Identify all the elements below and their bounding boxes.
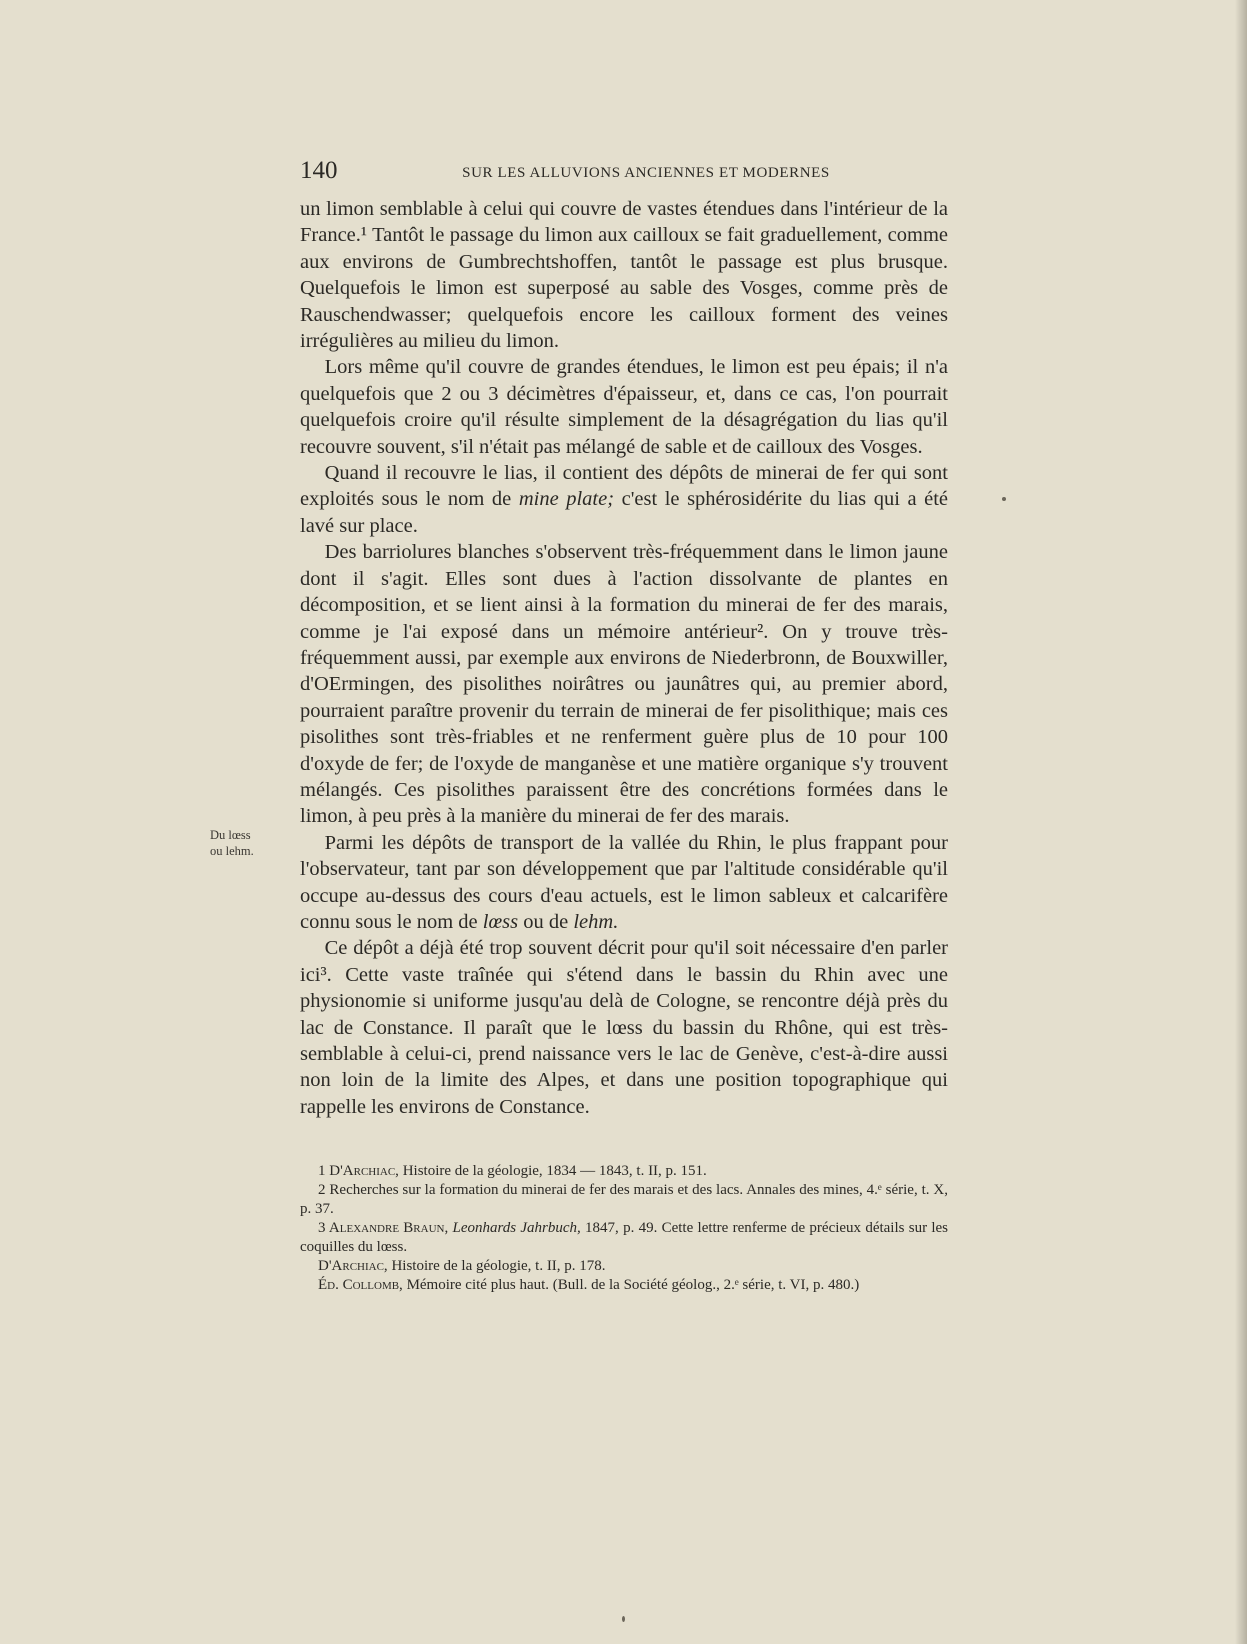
- paper-speck: [622, 1616, 625, 1622]
- paragraph-3-italic: mine plate;: [518, 488, 615, 511]
- footnote-5-text: Mémoire cité plus haut. (Bull. de la Société géolog., 2.ᵉ série, t. VI, p. 480.): [402, 1277, 860, 1293]
- paragraph-6: Ce dépôt a déjà été trop souvent décrit pour qu'il soit nécessaire d'en parler ici³. Cette vaste traînée qui s'étend dans le bassin du Rhin avec une physionomie si uniforme jusqu'au delà de Cologne, se rencontre déjà près du lac de Constance. Il paraît que le lœss du bassin du Rhône, qui est très-semblable à celui-ci, prend naissance vers le lac de Genève, c'est-à-dire aussi non loin de la limite des Alpes, et dans une position topographique qui rappelle les environs de Constance.: [300, 937, 948, 1118]
- paragraph-5-text-a: Parmi les dépôts de transport de la vallée du Rhin, le plus frappant pour l'observateur, tant par son développement que par l'altitude considérable qu'il occupe au-dessus des cours d'eau actuels, est le limon sableux et calcarifère connu sous le nom de: [300, 831, 948, 933]
- paragraph-5-text-b: ou de: [518, 910, 574, 933]
- paragraph-3: [300, 460, 948, 539]
- body-text: [300, 196, 948, 1120]
- page-edge-shadow: [1235, 0, 1247, 1644]
- footnote-2: 2 Recherches sur la formation du minerai de fer des marais et des lacs. Annales des mines, 4.ᵉ série, t. X, p. 37.: [300, 1182, 948, 1217]
- margin-note: [210, 827, 280, 859]
- footnote-4-text: Histoire de la géologie, t. II, p. 178.: [387, 1258, 606, 1274]
- paragraph-5: [300, 830, 948, 936]
- footnote-1-text: Histoire de la géologie, 1834 — 1843, t. II, p. 151.: [398, 1163, 707, 1179]
- margin-note-line-1: Du lœss: [210, 828, 251, 842]
- paragraph-3-text-b: c'est le sphérosidérite du lias qui a été lavé sur place.: [300, 488, 948, 537]
- footnote-1-author: 1 D'Archiac,: [318, 1163, 399, 1179]
- paragraph-1: un limon semblable à celui qui couvre de vastes étendues dans l'intérieur de la France.¹ Tantôt le passage du limon aux cailloux se fait graduellement, comme aux environs de Gumbrechtshoffen, tantôt le passage est plus brusque. Quelquefois le limon est superposé au sable des Vosges, comme près de Rauschendwasser; quelquefois encore les cailloux forment des veines irrégulières au milieu du limon.: [300, 198, 948, 353]
- paragraph-5-italic-2: lehm.: [573, 910, 619, 933]
- paragraph-3-text-a: Quand il recouvre le lias, il contient des dépôts de minerai de fer qui sont exploités sous le nom de: [300, 462, 948, 511]
- page-header: [300, 157, 950, 191]
- paragraph-2: Lors même qu'il couvre de grandes étendues, le limon est peu épais; il n'a quelquefois que 2 ou 3 décimètres d'épaisseur, et, dans ce cas, l'on pourrait quelquefois croire qu'il résulte simplement de la désagrégation du lias qu'il recouvre souvent, s'il n'était pas mélangé de sable et de cailloux des Vosges.: [300, 356, 948, 458]
- paragraph-4: Des barriolures blanches s'observent très-fréquemment dans le limon jaune dont il s'agit. Elles sont dues à l'action dissolvante de plantes en décomposition, et se lient ainsi à la formation du minerai de fer des marais, comme je l'ai exposé dans un mémoire antérieur². On y trouve très-fréquemment aussi, par exemple aux environs de Niederbronn, de Bouxwiller, d'OErmingen, des pisolithes noirâtres ou jaunâtres qui, au premier abord, pourraient paraître provenir du terrain de minerai de fer pisolithique; mais ces pisolithes sont très-friables et ne renferment guère plus de 10 pour 100 d'oxyde de fer; de l'oxyde de manganèse et une matière organique s'y trouvent mélangés. Ces pisolithes paraissent être des concrétions formées dans le limon, à peu près à la manière du minerai de fer des marais.: [300, 541, 948, 828]
- footnotes: [300, 1162, 948, 1295]
- footnote-5-author: Éd. Collomb,: [318, 1277, 403, 1293]
- footnote-1: [300, 1162, 948, 1181]
- margin-note-line-2: ou lehm.: [210, 844, 254, 858]
- footnote-3-text: 1847, p. 49. Cette lettre renferme de précieux détails sur les coquilles du lœss.: [300, 1220, 948, 1255]
- footnote-5: [300, 1276, 948, 1295]
- paragraph-5-italic-1: lœss: [482, 910, 519, 933]
- paper-speck: [1002, 497, 1006, 501]
- footnote-4: [300, 1257, 948, 1276]
- page-number: 140: [300, 157, 338, 184]
- footnote-3-italic: Leonhards Jahrbuch,: [448, 1220, 581, 1236]
- footnote-4-author: D'Archiac,: [318, 1258, 388, 1274]
- footnote-3-author: 3 Alexandre Braun,: [318, 1220, 449, 1236]
- footnote-3: [300, 1219, 948, 1257]
- running-title: SUR LES ALLUVIONS ANCIENNES ET MODERNES: [462, 165, 830, 181]
